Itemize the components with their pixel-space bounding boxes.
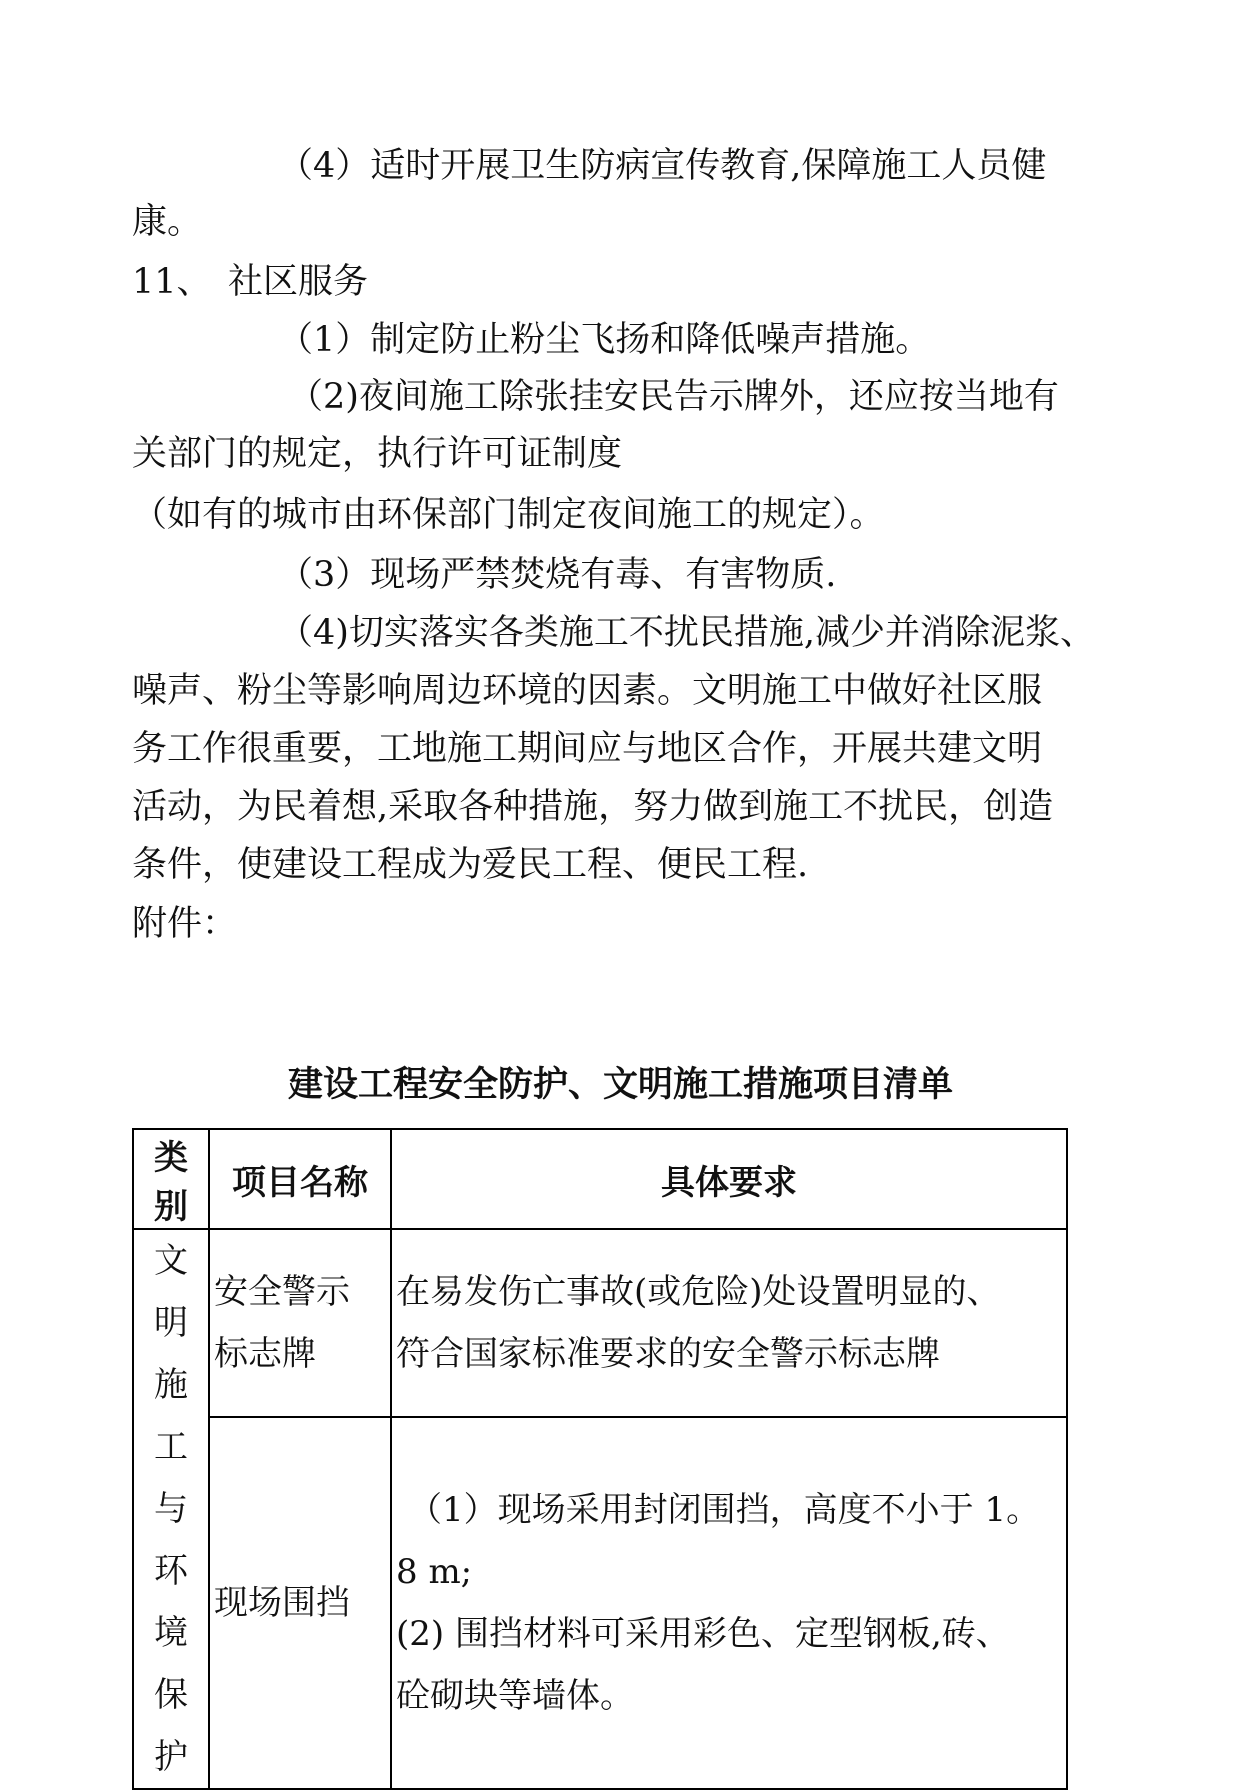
section-number: 11、 [132, 262, 212, 302]
paragraph-line: （4）适时开展卫生防病宣传教育,保障施工人员健 [278, 146, 1047, 186]
category-line: 文明 [154, 1241, 188, 1343]
measures-table [132, 1128, 1068, 1790]
category-line: 环境 [154, 1551, 188, 1653]
section-title: 社区服务 [228, 262, 369, 302]
paragraph-line: 务工作很重要，工地施工期间应与地区合作，开展共建文明 [132, 729, 1043, 769]
category-cell [133, 1229, 209, 1789]
table-row [133, 1417, 1067, 1789]
table-header-row [133, 1129, 1067, 1229]
item-name-line: 标志牌 [214, 1333, 316, 1374]
item-name-line: 现场围挡 [214, 1582, 350, 1623]
requirement-line: 8 m; [396, 1551, 473, 1592]
paragraph-line: （3）现场严禁焚烧有毒、有害物质. [278, 555, 837, 595]
item-name-line: 安全警示 [214, 1271, 350, 1312]
table-title: 建设工程安全防护、文明施工措施项目清单 [287, 1065, 953, 1105]
requirement-line: 在易发伤亡事故(或危险)处设置明显的、 [396, 1271, 1001, 1312]
paragraph-line: 噪声、粉尘等影响周边环境的因素。文明施工中做好社区服 [132, 671, 1043, 711]
attachment-label: 附件： [132, 904, 238, 944]
paragraph-line: （1）制定防止粉尘飞扬和降低噪声措施。 [278, 320, 931, 360]
paragraph-line: 条件，使建设工程成为爱民工程、便民工程. [132, 845, 809, 885]
paragraph-line: 关部门的规定，执行许可证制度 [132, 434, 623, 474]
paragraph-line: （4)切实落实各类施工不扰民措施,减少并消除泥浆、 [278, 613, 1096, 653]
table-row [133, 1229, 1067, 1417]
section-heading [132, 249, 368, 315]
paragraph-line: （2)夜间施工除张挂安民告示牌外，还应按当地有 [288, 377, 1059, 417]
requirement-cell [391, 1229, 1067, 1417]
header-requirements: 具体要求 [391, 1129, 1067, 1229]
requirement-cell [391, 1417, 1067, 1789]
header-category: 类别 [133, 1129, 209, 1229]
item-name-cell [209, 1417, 391, 1789]
paragraph-line: 活动，为民着想,采取各种措施，努力做到施工不扰民，创造 [132, 787, 1054, 827]
header-item-name: 项目名称 [209, 1129, 391, 1229]
category-line: 与 [154, 1489, 188, 1529]
paragraph-line: （如有的城市由环保部门制定夜间施工的规定）。 [132, 495, 885, 535]
requirement-line: 砼砌块等墙体。 [396, 1675, 634, 1716]
category-line: 施工 [154, 1365, 188, 1467]
category-line: 保护 [154, 1675, 188, 1777]
requirement-line: 符合国家标准要求的安全警示标志牌 [396, 1333, 940, 1374]
item-name-cell [209, 1229, 391, 1417]
requirement-line: (2) 围挡材料可采用彩色、定型钢板,砖、 [396, 1613, 1010, 1654]
requirement-line: （1）现场采用封闭围挡，高度不小于 1。 [408, 1489, 1041, 1530]
paragraph-line: 康。 [132, 202, 203, 242]
